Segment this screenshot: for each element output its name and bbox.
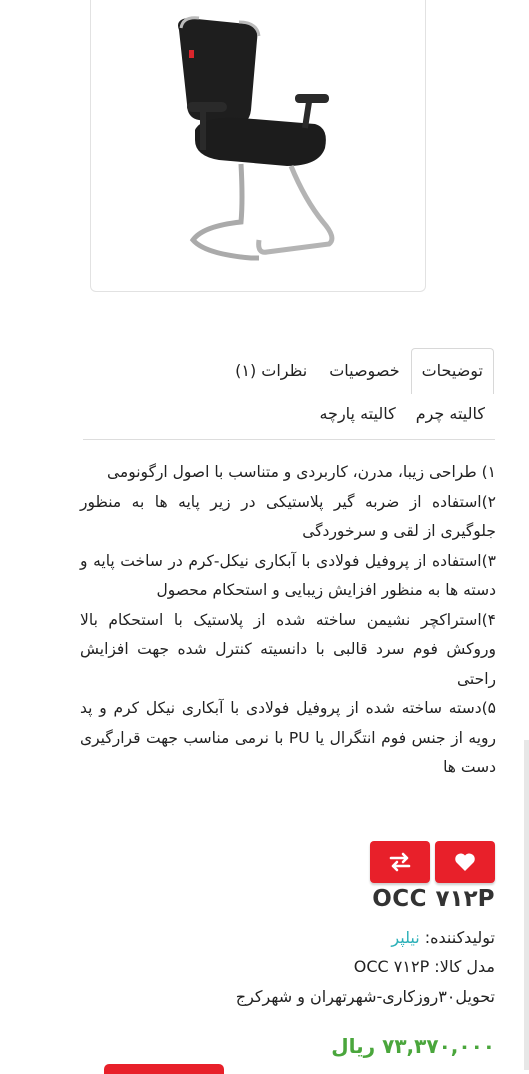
manufacturer-label: تولیدکننده: [424, 928, 495, 947]
manufacturer-line [391, 928, 495, 947]
office-chair-illustration [91, 0, 427, 292]
tab-specifications[interactable]: خصوصیات [329, 361, 400, 380]
product-image[interactable] [90, 0, 426, 292]
delivery-line: تحویل۳۰روزکاری-شهرتهران و شهرکرج [235, 987, 495, 1006]
compare-button[interactable] [370, 841, 430, 883]
variant-fabric[interactable]: کالیته پارچه [319, 404, 396, 423]
wishlist-button[interactable] [435, 841, 495, 883]
description-item: ۴)استراکچر نشیمن ساخته شده از پلاستیک با استحکام بالا وروکش فوم سرد قالبی با دانسیته کنترل شده جهت افزایش راحتی [80, 610, 496, 688]
divider [83, 439, 495, 440]
manufacturer-link[interactable]: نیلپر [391, 928, 420, 947]
description-item: ۲)استفاده از ضربه گیر پلاستیکی در زیر پایه ها به منظور جلوگیری از لقی و سرخوردگی [80, 492, 496, 540]
variant-leather[interactable]: کالیته چرم [415, 404, 485, 423]
product-title: OCC ۷۱۲P [372, 886, 495, 912]
tab-description[interactable]: توضیحات [411, 348, 494, 394]
description-item: ۳)استفاده از پروفیل فولادی با آبکاری نیکل-کرم در ساخت پایه و دسته ها به منظور افزایش زیبایی و استحکام محصول [80, 551, 496, 599]
compare-arrows-icon [388, 851, 412, 873]
product-price: ۷۳,۳۷۰,۰۰۰ ریال [331, 1034, 495, 1058]
scrollbar[interactable] [524, 740, 529, 1070]
add-to-cart-button[interactable] [104, 1064, 224, 1074]
description-item: ۵)دسته ساخته شده از پروفیل فولادی با آبکاری نیکل کرم و پد رویه از جنس فوم انتگرال یا PU با نرمی مناسب جهت قرارگیری دست ها [80, 699, 496, 776]
product-tabs [224, 348, 494, 394]
description-item: ۱) طراحی زیبا، مدرن، کاربردی و متناسب با اصول ارگونومی [107, 463, 496, 481]
heart-icon [453, 851, 477, 873]
variant-tabs [319, 400, 485, 428]
model-line: مدل کالا: OCC ۷۱۲P [353, 957, 495, 976]
tab-reviews[interactable]: نظرات (۱) [235, 361, 308, 380]
product-description [80, 458, 496, 783]
